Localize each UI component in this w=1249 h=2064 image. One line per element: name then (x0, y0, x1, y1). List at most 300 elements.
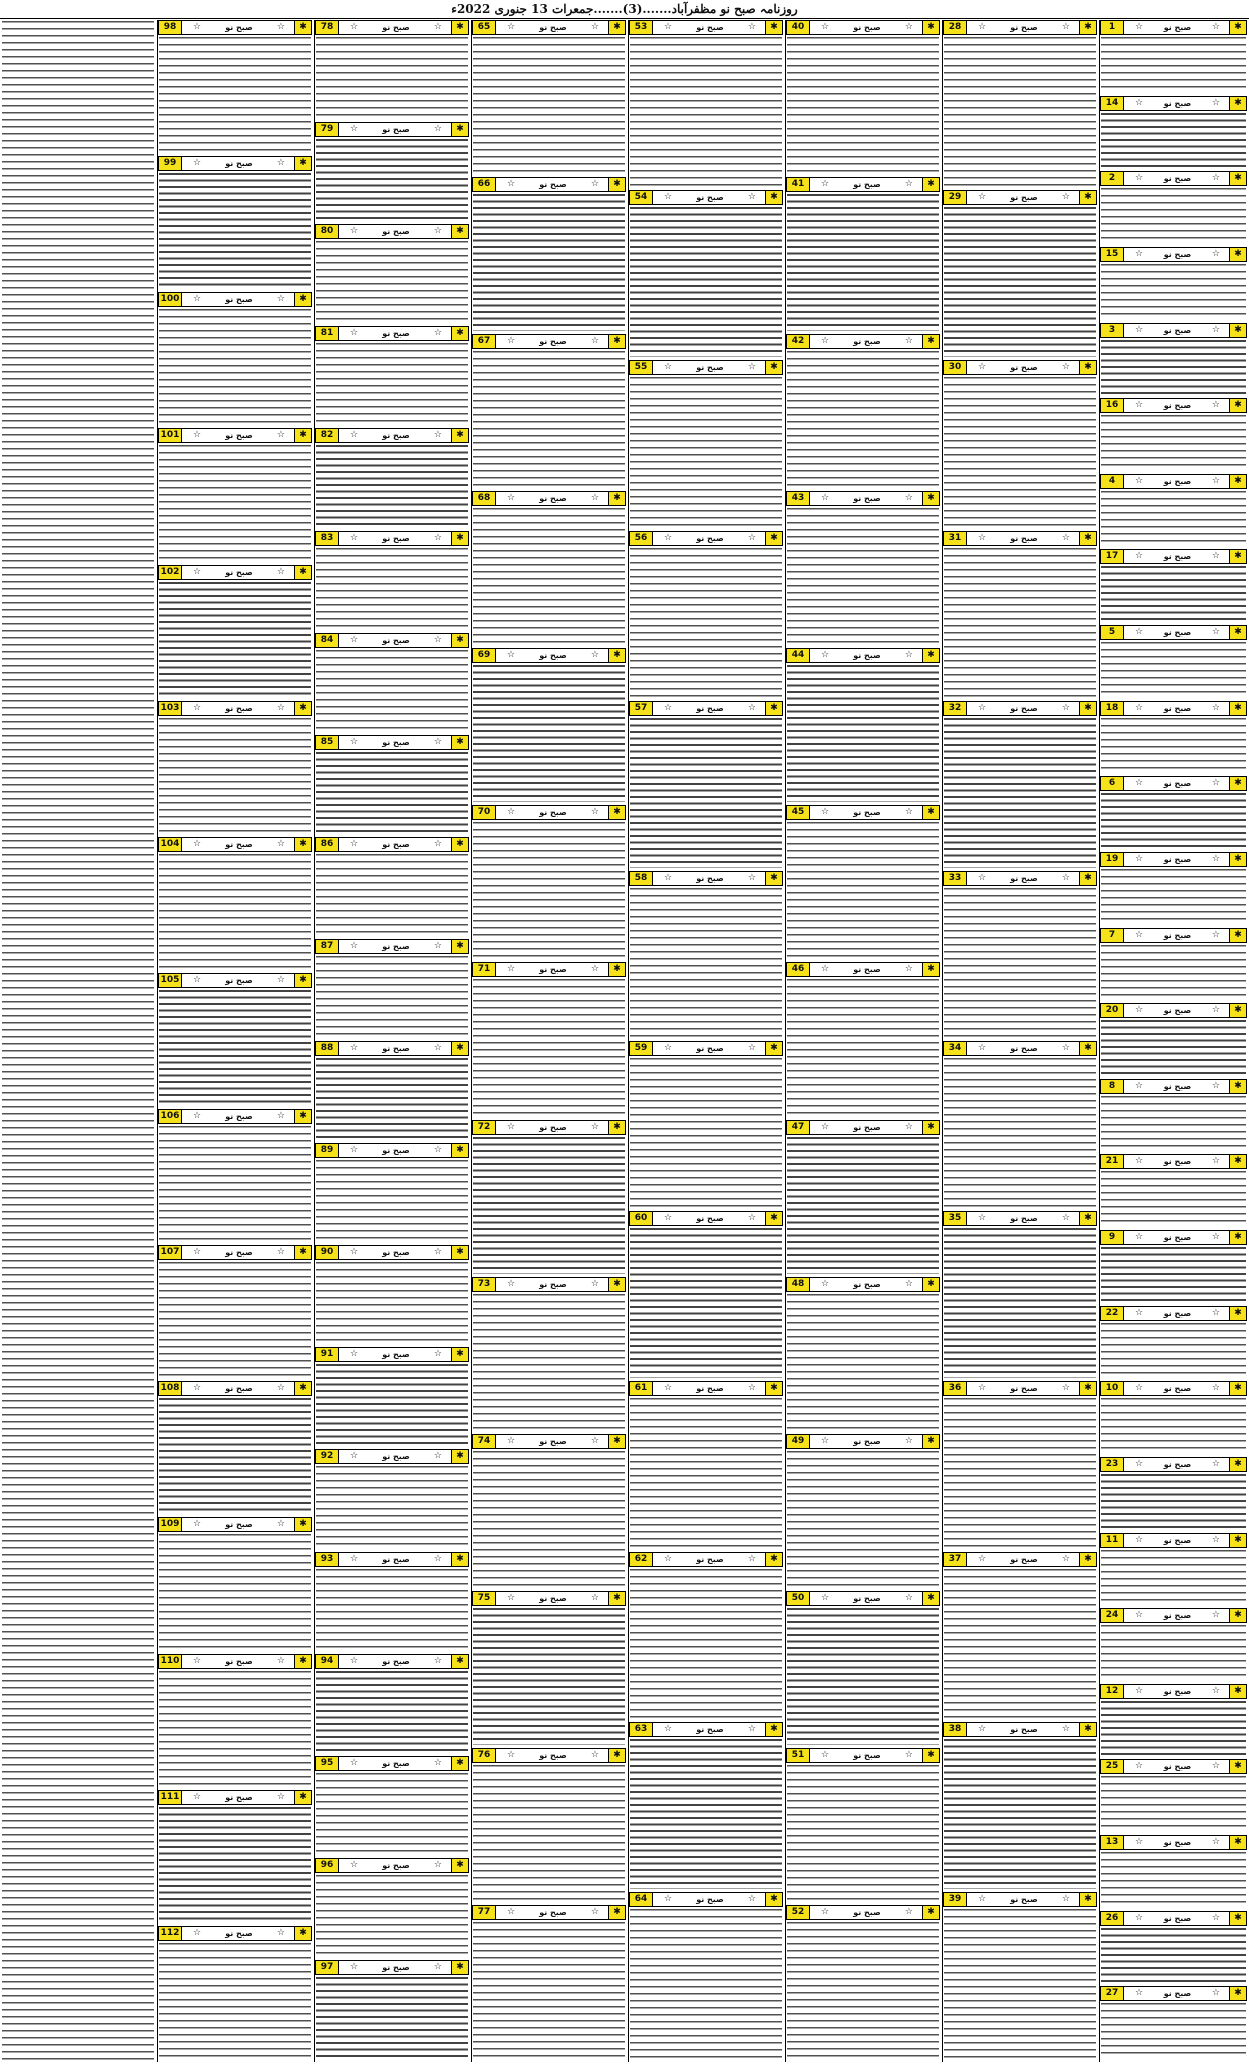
column-c5 (472, 20, 626, 2062)
notice-body-text (159, 1806, 311, 1923)
star-icon: ☆ (664, 532, 673, 543)
notice-title: صبح نو (853, 1436, 881, 1446)
notice-number-badge: 110 (159, 1655, 182, 1668)
notice-header (1100, 625, 1247, 640)
notice-62 (629, 1552, 783, 1720)
notice-title: صبح نو (225, 23, 253, 32)
notice-98 (158, 20, 312, 154)
newspaper-logo-icon: ✱ (608, 1121, 625, 1134)
newspaper-logo-icon: ✱ (608, 1749, 625, 1762)
notice-header (786, 20, 940, 35)
notice-104 (158, 837, 312, 971)
notice-header (943, 1211, 1097, 1226)
star-icon: ☆ (276, 838, 285, 849)
star-icon: ☆ (193, 158, 202, 169)
newspaper-logo-icon: ✱ (765, 1212, 782, 1225)
notice-body-text (316, 547, 468, 630)
notice-53 (629, 20, 783, 188)
notice-body-text (1101, 187, 1246, 244)
newspaper-logo-icon: ✱ (1229, 1231, 1246, 1244)
notice-header (158, 156, 312, 171)
notice-86 (315, 837, 469, 937)
notice-10 (1100, 1381, 1247, 1455)
notice-title: صبح نو (1163, 1006, 1192, 1016)
notice-title: صبح نو (1163, 1762, 1192, 1772)
notice-title: صبح نو (853, 651, 881, 661)
notice-title: صبح نو (1010, 1044, 1038, 1053)
notice-header (1100, 1079, 1247, 1094)
star-icon: ☆ (350, 328, 359, 339)
column-divider (157, 20, 158, 2062)
notice-title: صبح نو (382, 227, 410, 237)
notice-number-badge: 92 (316, 1450, 339, 1463)
notice-57 (629, 701, 783, 869)
star-icon: ☆ (664, 1213, 673, 1224)
notice-header (786, 648, 940, 663)
notice-body-text (944, 547, 1096, 698)
notice-50 (786, 1591, 940, 1746)
newspaper-logo-icon: ✱ (451, 429, 468, 442)
star-icon: ☆ (1211, 1005, 1220, 1016)
newspaper-logo-icon: ✱ (765, 1042, 782, 1055)
star-icon: ☆ (433, 532, 442, 543)
star-icon: ☆ (193, 1247, 202, 1258)
notice-body-text (630, 1568, 782, 1719)
notice-header (943, 1892, 1097, 1907)
newspaper-logo-icon: ✱ (608, 1435, 625, 1448)
newspaper-logo-icon: ✱ (765, 21, 782, 34)
notice-47 (786, 1120, 940, 1275)
notice-77 (472, 1905, 626, 2060)
star-icon: ☆ (1135, 1685, 1144, 1696)
notice-body-text (944, 1908, 1096, 2059)
star-icon: ☆ (276, 1655, 285, 1666)
notice-header (1100, 701, 1247, 716)
notice-header (472, 20, 626, 35)
notice-body-text (787, 193, 939, 331)
notice-63 (629, 1722, 783, 1890)
notice-17 (1100, 549, 1247, 623)
star-icon: ☆ (276, 702, 285, 713)
notice-number-badge: 94 (316, 1655, 339, 1668)
notice-header (786, 805, 940, 820)
notice-body-text (1101, 339, 1246, 396)
notice-header (943, 360, 1097, 375)
notice-body-text (473, 1764, 625, 1902)
notice-header (786, 1748, 940, 1763)
star-icon: ☆ (507, 1592, 516, 1603)
notice-112 (158, 1926, 312, 2060)
notice-header (629, 1892, 783, 1907)
notice-title: صبح نو (1010, 1894, 1038, 1904)
masthead (0, 0, 1249, 19)
notice-title: صبح نو (382, 1962, 410, 1972)
notice-header (786, 334, 940, 349)
notice-title: صبح نو (225, 703, 253, 713)
star-icon: ☆ (590, 650, 599, 661)
notice-title: صبح نو (225, 431, 253, 441)
newspaper-logo-icon: ✱ (1229, 1836, 1246, 1849)
newspaper-logo-icon: ✱ (765, 191, 782, 204)
newspaper-logo-icon: ✱ (1229, 1382, 1246, 1395)
notice-header (629, 20, 783, 35)
notice-header (629, 360, 783, 375)
notice-header (1100, 549, 1247, 564)
notice-header (158, 1109, 312, 1124)
notice-73 (472, 1277, 626, 1432)
notice-body-text (316, 138, 468, 221)
newspaper-logo-icon: ✱ (451, 1348, 468, 1361)
notice-title: صبح نو (696, 1384, 724, 1394)
notice-header (943, 1722, 1097, 1737)
newspaper-logo-icon: ✱ (1229, 929, 1246, 942)
notice-29 (943, 190, 1097, 358)
notice-title: صبح نو (382, 329, 410, 339)
star-icon: ☆ (821, 336, 830, 347)
notice-number-badge: 33 (944, 872, 967, 885)
notice-header (1100, 852, 1247, 867)
star-icon: ☆ (276, 1791, 285, 1802)
star-icon: ☆ (664, 22, 673, 32)
notice-header (629, 701, 783, 716)
notice-header (315, 531, 469, 546)
newspaper-logo-icon: ✱ (608, 649, 625, 662)
notice-41 (786, 177, 940, 332)
notice-title: صبح نو (1010, 1384, 1038, 1394)
notice-header (1100, 1986, 1247, 2001)
notice-title: صبح نو (1163, 1989, 1192, 1999)
notice-46 (786, 962, 940, 1117)
star-icon: ☆ (1211, 400, 1220, 411)
notice-65 (472, 20, 626, 175)
notice-header (315, 1756, 469, 1771)
notice-body-text (787, 1921, 939, 2059)
star-icon: ☆ (276, 974, 285, 985)
star-icon: ☆ (507, 807, 516, 818)
notice-number-badge: 78 (316, 21, 339, 34)
star-icon: ☆ (1211, 1610, 1220, 1621)
newspaper-logo-icon: ✱ (922, 492, 939, 505)
notice-title: صبح نو (539, 808, 567, 818)
notice-title: صبح نو (225, 839, 253, 849)
notice-title: صبح نو (696, 703, 724, 713)
column-c2 (943, 20, 1097, 2062)
star-icon: ☆ (904, 1121, 913, 1132)
notice-header (315, 735, 469, 750)
star-icon: ☆ (1061, 1383, 1070, 1394)
notice-body-text (630, 1227, 782, 1378)
newspaper-logo-icon: ✱ (1229, 626, 1246, 639)
newspaper-logo-icon: ✱ (922, 1121, 939, 1134)
newspaper-logo-icon: ✱ (451, 1961, 468, 1974)
newspaper-logo-icon: ✱ (608, 806, 625, 819)
star-icon: ☆ (1135, 400, 1144, 411)
notice-header (315, 1654, 469, 1669)
notice-title: صبح نو (1163, 1838, 1192, 1848)
notice-header (1100, 1003, 1247, 1018)
notice-number-badge: 81 (316, 327, 339, 340)
star-icon: ☆ (1211, 702, 1220, 713)
notice-title: صبح نو (1163, 930, 1192, 940)
star-icon: ☆ (904, 493, 913, 504)
newspaper-logo-icon: ✱ (1229, 1155, 1246, 1168)
notice-title: صبح نو (539, 1436, 567, 1446)
newspaper-logo-icon: ✱ (922, 1749, 939, 1762)
star-icon: ☆ (978, 362, 987, 373)
star-icon: ☆ (433, 1145, 442, 1156)
notice-body-text (159, 36, 311, 153)
star-icon: ☆ (1135, 1307, 1144, 1318)
notice-body-text (1101, 1851, 1246, 1908)
star-icon: ☆ (350, 1043, 359, 1053)
notice-title: صبح نو (382, 533, 410, 543)
notice-body-text (159, 853, 311, 970)
star-icon: ☆ (747, 532, 756, 543)
notice-header (1100, 1381, 1247, 1396)
notice-title: صبح نو (853, 965, 881, 975)
notice-title: صبح نو (382, 839, 410, 849)
star-icon: ☆ (1135, 627, 1144, 638)
notice-number-badge: 42 (787, 335, 810, 348)
notice-header (472, 1748, 626, 1763)
notice-title: صبح نو (1163, 1611, 1192, 1621)
notice-header (1100, 20, 1247, 35)
star-icon: ☆ (664, 1043, 673, 1053)
star-icon: ☆ (904, 336, 913, 347)
notice-4 (1100, 474, 1247, 548)
notice-number-badge: 26 (1101, 1912, 1124, 1925)
star-icon: ☆ (193, 1111, 202, 1122)
notice-number-badge: 38 (944, 1723, 967, 1736)
notice-body-text (787, 36, 939, 174)
notice-body-text (1101, 1397, 1246, 1454)
newspaper-logo-icon: ✱ (1229, 702, 1246, 715)
notice-title: صبح نو (1163, 1233, 1192, 1243)
notice-header (315, 1960, 469, 1975)
notice-number-badge: 39 (944, 1893, 967, 1906)
star-icon: ☆ (193, 1519, 202, 1530)
notice-26 (1100, 1911, 1247, 1985)
notice-body-text (630, 717, 782, 868)
newspaper-logo-icon: ✱ (294, 566, 311, 579)
notice-header (1100, 1759, 1247, 1774)
notice-header (786, 491, 940, 506)
star-icon: ☆ (1061, 1213, 1070, 1224)
star-icon: ☆ (193, 1927, 202, 1938)
notice-number-badge: 53 (630, 21, 653, 34)
star-icon: ☆ (1211, 475, 1220, 486)
notice-number-badge: 65 (473, 21, 496, 34)
star-icon: ☆ (1135, 1232, 1144, 1243)
notice-number-badge: 96 (316, 1859, 339, 1872)
notice-number-badge: 19 (1101, 853, 1124, 866)
newspaper-logo-icon: ✱ (451, 940, 468, 953)
notice-header (1100, 1154, 1247, 1169)
star-icon: ☆ (1135, 22, 1144, 32)
notice-number-badge: 22 (1101, 1307, 1124, 1320)
column-c7 (158, 20, 312, 2062)
notice-105 (158, 973, 312, 1107)
star-icon: ☆ (1211, 324, 1220, 335)
newspaper-logo-icon: ✱ (765, 1553, 782, 1566)
notice-body-text (1101, 1473, 1246, 1530)
column-divider (942, 20, 943, 2062)
notice-body-text (944, 1397, 1096, 1548)
notice-body-text (316, 36, 468, 119)
newspaper-logo-icon: ✱ (1079, 21, 1096, 34)
notice-header (943, 20, 1097, 35)
notice-header (629, 531, 783, 546)
newspaper-logo-icon: ✱ (451, 1757, 468, 1770)
masthead-text: روزنامہ صبح نو مظفرآباد.......(3).......جمعرات 13 جنوری 2022ء (451, 2, 798, 16)
notice-body-text (473, 1293, 625, 1431)
notice-number-badge: 8 (1101, 1080, 1124, 1093)
notice-body-text (473, 978, 625, 1116)
star-icon: ☆ (276, 1519, 285, 1530)
star-icon: ☆ (350, 1859, 359, 1870)
notice-number-badge: 50 (787, 1592, 810, 1605)
star-icon: ☆ (821, 807, 830, 818)
notice-number-badge: 77 (473, 1906, 496, 1919)
notice-title: صبح نو (853, 23, 881, 32)
star-icon: ☆ (507, 493, 516, 504)
notice-number-badge: 95 (316, 1757, 339, 1770)
notice-body-text (316, 1976, 468, 2059)
star-icon: ☆ (1211, 1458, 1220, 1469)
star-icon: ☆ (433, 1043, 442, 1053)
notice-header (943, 1552, 1097, 1567)
star-icon: ☆ (821, 493, 830, 504)
notice-body-text (473, 1607, 625, 1745)
notice-number-badge: 61 (630, 1382, 653, 1395)
star-icon: ☆ (507, 650, 516, 661)
star-icon: ☆ (433, 634, 442, 645)
notice-header (786, 1905, 940, 1920)
newspaper-logo-icon: ✱ (1079, 872, 1096, 885)
column-divider (314, 20, 315, 2062)
notice-header (1100, 1230, 1247, 1245)
notice-number-badge: 15 (1101, 248, 1124, 261)
notice-80 (315, 224, 469, 324)
star-icon: ☆ (350, 736, 359, 747)
notice-body-text (630, 1908, 782, 2059)
notice-5 (1100, 625, 1247, 699)
star-icon: ☆ (433, 124, 442, 135)
newspaper-logo-icon: ✱ (1229, 475, 1246, 488)
notice-12 (1100, 1684, 1247, 1758)
notice-title: صبح نو (382, 431, 410, 441)
notice-title: صبح نو (1010, 873, 1038, 883)
notice-header (315, 326, 469, 341)
notice-36 (943, 1381, 1097, 1549)
notice-title: صبح نو (539, 23, 567, 32)
newspaper-logo-icon: ✱ (765, 1893, 782, 1906)
star-icon: ☆ (664, 362, 673, 373)
notice-title: صبح نو (382, 1554, 410, 1564)
newspaper-logo-icon: ✱ (451, 1655, 468, 1668)
star-icon: ☆ (590, 1592, 599, 1603)
notice-title: صبح نو (539, 1279, 567, 1289)
star-icon: ☆ (904, 1278, 913, 1289)
newspaper-logo-icon: ✱ (294, 702, 311, 715)
notice-number-badge: 29 (944, 191, 967, 204)
notice-title: صبح نو (225, 1248, 253, 1258)
star-icon: ☆ (590, 1435, 599, 1446)
notice-body-text (630, 1738, 782, 1889)
notice-35 (943, 1211, 1097, 1379)
newspaper-logo-icon: ✱ (451, 1553, 468, 1566)
newspaper-logo-icon: ✱ (1079, 1723, 1096, 1736)
notice-number-badge: 49 (787, 1435, 810, 1448)
notice-body-text (473, 350, 625, 488)
notice-title: صبح نو (539, 1907, 567, 1917)
notice-number-badge: 56 (630, 532, 653, 545)
notice-header (1100, 247, 1247, 262)
star-icon: ☆ (350, 940, 359, 951)
notice-84 (315, 633, 469, 733)
notice-body-text (1101, 1019, 1246, 1076)
column-c3 (786, 20, 940, 2062)
notice-body-text (316, 1057, 468, 1140)
notice-number-badge: 46 (787, 963, 810, 976)
notice-99 (158, 156, 312, 290)
notice-number-badge: 27 (1101, 1987, 1124, 2000)
notice-header (1100, 1911, 1247, 1926)
notice-header (158, 973, 312, 988)
notice-number-badge: 103 (159, 702, 182, 715)
star-icon: ☆ (821, 179, 830, 190)
star-icon: ☆ (978, 1723, 987, 1734)
notice-number-badge: 32 (944, 702, 967, 715)
notice-body-text (159, 1942, 311, 2059)
notice-number-badge: 70 (473, 806, 496, 819)
star-icon: ☆ (433, 1757, 442, 1768)
star-icon: ☆ (747, 1893, 756, 1904)
notice-body-text (473, 1450, 625, 1588)
notice-body-text (1101, 490, 1246, 547)
newspaper-logo-icon: ✱ (1229, 172, 1246, 185)
notice-body-text (316, 853, 468, 936)
notice-title: صبح نو (382, 635, 410, 645)
star-icon: ☆ (507, 179, 516, 190)
notice-body-text (1101, 944, 1246, 1001)
star-icon: ☆ (978, 872, 987, 883)
notice-body-text (159, 717, 311, 834)
notice-header (315, 1041, 469, 1056)
notice-body-text (787, 1450, 939, 1588)
notice-body-text (1101, 565, 1246, 622)
star-icon: ☆ (821, 650, 830, 661)
notice-body-text (1101, 1170, 1246, 1227)
notice-number-badge: 74 (473, 1435, 496, 1448)
notice-body-text (159, 1397, 311, 1514)
star-icon: ☆ (350, 226, 359, 237)
notice-body-text (316, 649, 468, 732)
notice-title: صبح نو (382, 23, 410, 32)
notice-body-text (1101, 641, 1246, 698)
star-icon: ☆ (1061, 22, 1070, 32)
notice-title: صبح نو (539, 1593, 567, 1603)
notice-header (472, 1434, 626, 1449)
notice-header (472, 648, 626, 663)
notice-header (158, 1926, 312, 1941)
notice-number-badge: 89 (316, 1144, 339, 1157)
notice-title: صبح نو (1163, 1308, 1192, 1318)
notice-body-text (159, 444, 311, 561)
notice-header (472, 962, 626, 977)
star-icon: ☆ (193, 566, 202, 577)
notice-body-text (787, 1293, 939, 1431)
